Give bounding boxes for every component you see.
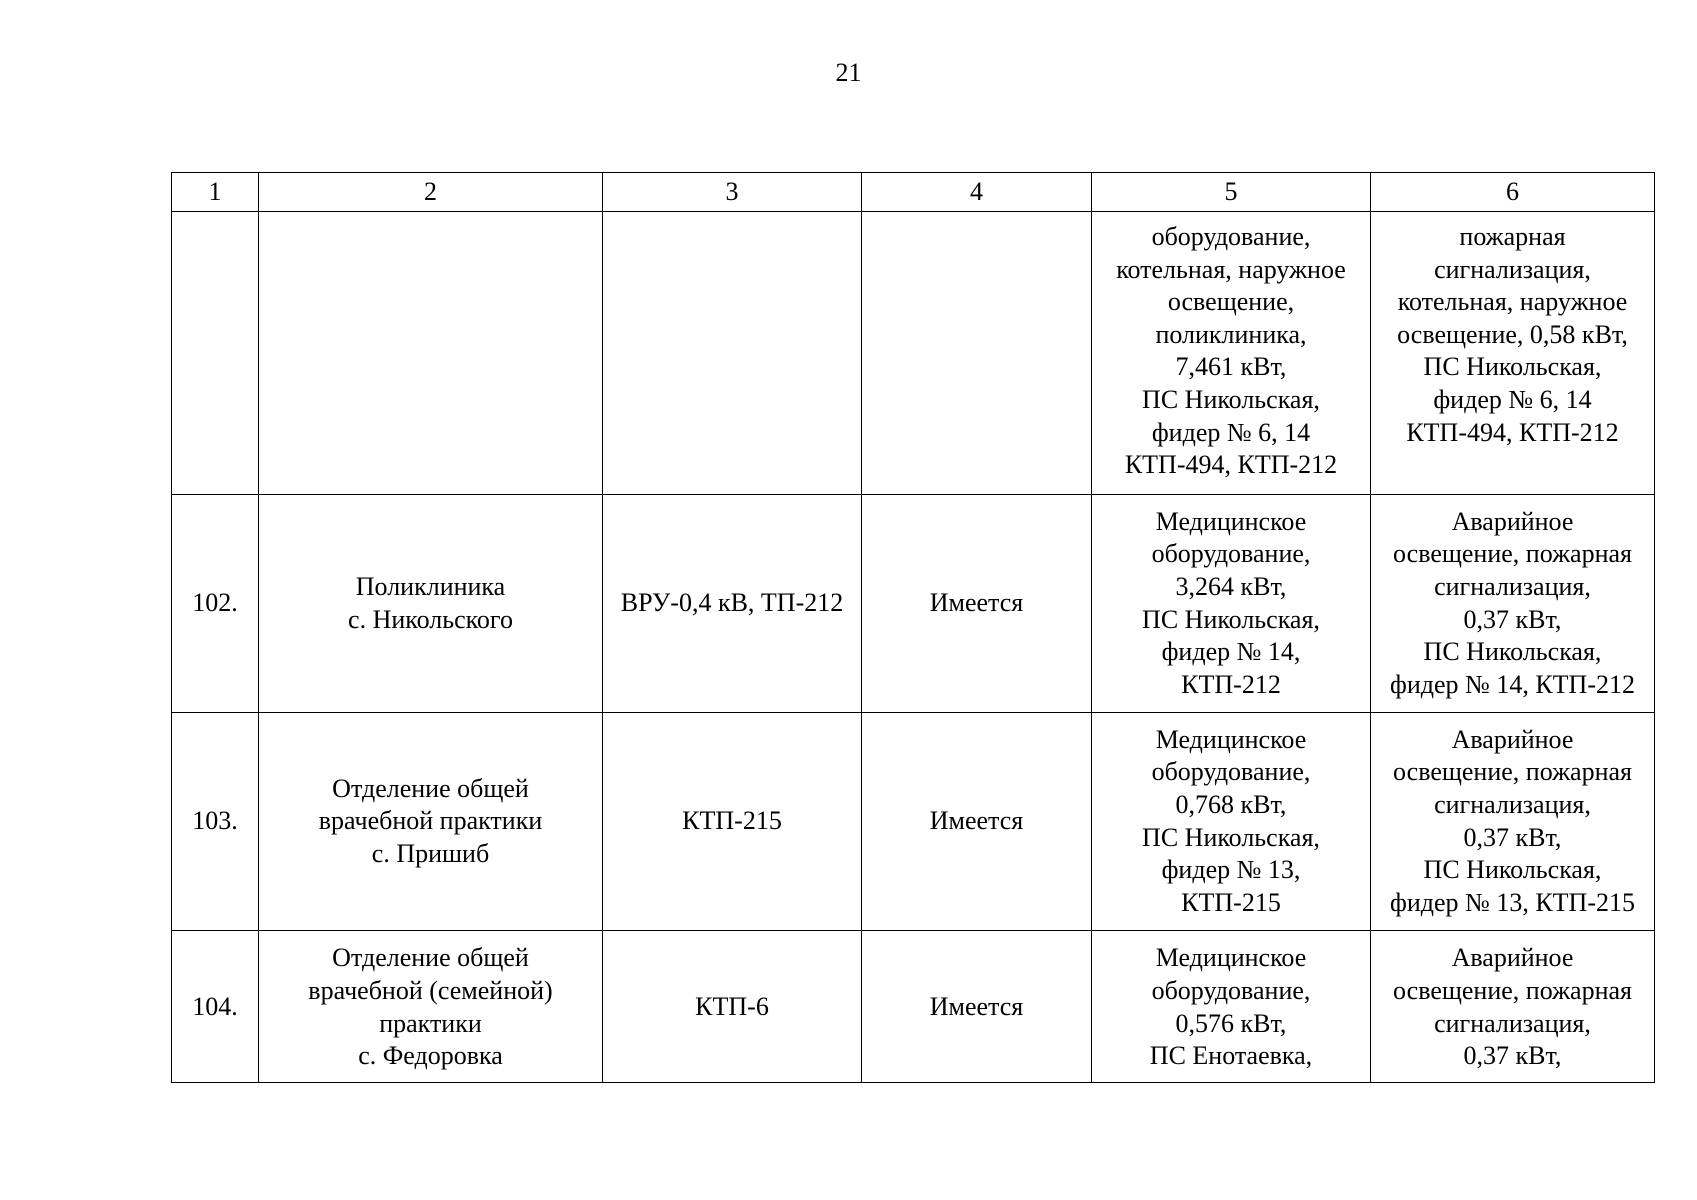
column-6-cell: пожарная сигнализация, котельная, наружное освещение, 0,58 кВт, ПС Никольская, фидер № 6, 14 КТП-494, КТП-212 — [1371, 212, 1655, 495]
page-number: 21 — [835, 58, 862, 87]
row-number-cell: 103. — [172, 713, 259, 931]
column-header: 6 — [1371, 173, 1655, 212]
power-source-cell — [603, 212, 862, 495]
column-5-cell: Медицинское оборудование, 3,264 кВт, ПС Никольская, фидер № 14, КТП-212 — [1092, 495, 1371, 713]
availability-cell — [862, 212, 1092, 495]
facility-name-cell: Отделение общей врачебной практики с. Пришиб — [259, 713, 603, 931]
header-row — [172, 173, 1655, 212]
facility-name-cell: Поликлиника с. Никольского — [259, 495, 603, 713]
column-6-cell: Аварийное освещение, пожарная сигнализация, 0,37 кВт, — [1371, 931, 1655, 1083]
column-5-cell: Медицинское оборудование, 0,576 кВт, ПС Енотаевка, — [1092, 931, 1371, 1083]
facility-name-cell: Отделение общей врачебной (семейной) практики с. Федоровка — [259, 931, 603, 1083]
column-5-cell: оборудование, котельная, наружное освещение, поликлиника, 7,461 кВт, ПС Никольская, фидер № 6, 14 КТП-494, КТП-212 — [1092, 212, 1371, 495]
column-header: 2 — [259, 173, 603, 212]
column-header: 1 — [172, 173, 259, 212]
column-header: 5 — [1092, 173, 1371, 212]
availability-cell: Имеется — [862, 713, 1092, 931]
row-number-cell — [172, 212, 259, 495]
power-source-cell: ВРУ-0,4 кВ, ТП-212 — [603, 495, 862, 713]
table-row — [172, 495, 1655, 713]
power-source-cell: КТП-6 — [603, 931, 862, 1083]
table-row — [172, 212, 1655, 495]
availability-cell: Имеется — [862, 931, 1092, 1083]
column-6-cell: Аварийное освещение, пожарная сигнализация, 0,37 кВт, ПС Никольская, фидер № 13, КТП-215 — [1371, 713, 1655, 931]
column-5-cell: Медицинское оборудование, 0,768 кВт, ПС Никольская, фидер № 13, КТП-215 — [1092, 713, 1371, 931]
column-header: 3 — [603, 173, 862, 212]
availability-cell: Имеется — [862, 495, 1092, 713]
facility-name-cell — [259, 212, 603, 495]
table-row — [172, 931, 1655, 1083]
data-table — [171, 172, 1655, 1083]
row-number-cell: 102. — [172, 495, 259, 713]
power-source-cell: КТП-215 — [603, 713, 862, 931]
column-header: 4 — [862, 173, 1092, 212]
row-number-cell: 104. — [172, 931, 259, 1083]
table-row — [172, 713, 1655, 931]
column-6-cell: Аварийное освещение, пожарная сигнализация, 0,37 кВт, ПС Никольская, фидер № 14, КТП-212 — [1371, 495, 1655, 713]
